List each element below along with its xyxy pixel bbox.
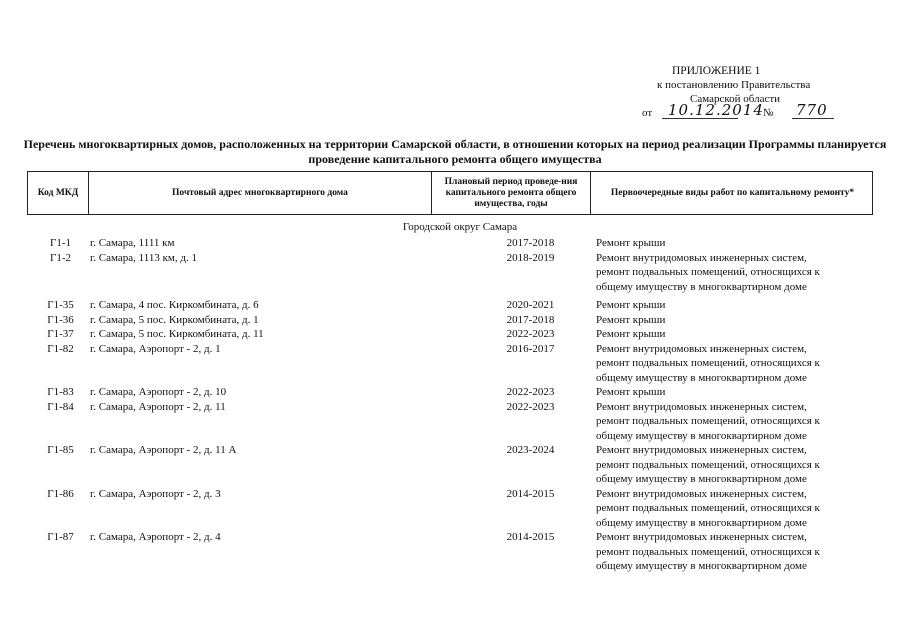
cell-period: 2020-2021 (506, 299, 555, 311)
cell-code: Г1-86 (47, 487, 74, 500)
work-line: Ремонт внутридомовых инженерных систем, (596, 251, 807, 264)
cell-address: г. Самара, Аэропорт - 2, д. 1 (90, 342, 221, 355)
cell-period: 2022-2023 (506, 328, 555, 340)
cell-address: г. Самара, Аэропорт - 2, д. 10 (90, 386, 227, 398)
cell-period: 2014-2015 (506, 531, 555, 543)
table-row (27, 342, 873, 386)
date-underline (662, 118, 738, 119)
cell-code: Г1-84 (47, 400, 74, 413)
work-line: общему имуществу в многоквартирном доме (596, 280, 807, 293)
work-line: ремонт подвальных помещений, относящихся к (596, 357, 820, 369)
work-line: Ремонт крыши (596, 299, 666, 311)
from-label: от (642, 107, 653, 119)
work-line: ремонт подвальных помещений, относящихся к (596, 415, 820, 427)
work-line: общему имуществу в многоквартирном доме (596, 516, 807, 529)
buildings-table (27, 171, 873, 574)
work-line: Ремонт крыши (596, 328, 666, 340)
work-line: общему имуществу в многоквартирном доме (596, 371, 807, 384)
table-row (27, 327, 873, 342)
work-line: Ремонт внутридомовых инженерных систем, (596, 531, 807, 543)
cell-period: 2022-2023 (506, 400, 555, 413)
header-works: Первоочередные виды работ по капитальному ремонту* (610, 187, 855, 198)
table-row (27, 385, 873, 400)
cell-address: г. Самара, Аэропорт - 2, д. 11 А (90, 444, 237, 456)
cell-period: 2016-2017 (506, 342, 555, 355)
work-line: ремонт подвальных помещений, относящихся к (596, 502, 820, 514)
work-line: Ремонт крыши (596, 313, 666, 326)
cell-period: 2023-2024 (506, 444, 555, 456)
cell-work (590, 443, 873, 487)
cell-address: г. Самара, Аэропорт - 2, д. 4 (90, 531, 221, 543)
cell-address: г. Самара, Аэропорт - 2, д. 3 (90, 487, 221, 500)
cell-address: г. Самара, 5 пос. Киркомбината, д. 1 (90, 313, 259, 326)
cell-work (590, 236, 873, 251)
cell-code: Г1-82 (47, 342, 74, 355)
number-label: № (763, 107, 774, 119)
cell-code: Г1-2 (49, 251, 72, 264)
cell-code: Г1-1 (49, 237, 72, 249)
work-line: Ремонт крыши (596, 386, 666, 398)
table-row (27, 530, 873, 574)
work-line: общему имуществу в многоквартирном доме (596, 473, 807, 485)
cell-work (590, 400, 873, 444)
cell-code: Г1-85 (47, 444, 74, 456)
cell-work (590, 385, 873, 400)
cell-code: Г1-36 (47, 313, 74, 326)
table-row (27, 251, 873, 295)
cell-address: г. Самара, 5 пос. Киркомбината, д. 11 (90, 328, 264, 340)
document-title: Перечень многоквартирных домов, расположенных на территории Самарской области, в отношении которых на период реализации Программы планируется проведение капитального ремонта общего имущества (23, 137, 887, 166)
header-period: Плановый период проведе-ния капитального ремонта общего имущества, годы (432, 172, 591, 214)
work-line: общему имуществу в многоквартирном доме (596, 560, 807, 572)
table-row (27, 313, 873, 328)
work-line: Ремонт крыши (596, 237, 666, 249)
cell-work (590, 298, 873, 313)
cell-period: 2022-2023 (506, 386, 555, 398)
appendix-block (640, 64, 880, 124)
table-row (27, 236, 873, 251)
cell-address: г. Самара, 1113 км, д. 1 (90, 251, 197, 264)
appendix-title: ПРИЛОЖЕНИЕ 1 (672, 65, 761, 77)
cell-address: г. Самара, 4 пос. Киркомбината, д. 6 (90, 299, 259, 311)
table-body (27, 236, 873, 574)
cell-work (590, 342, 873, 386)
cell-code: Г1-87 (47, 531, 74, 543)
appendix-date-number-line (640, 101, 880, 124)
handwritten-number: 770 (796, 101, 828, 119)
cell-work (590, 251, 873, 295)
work-line: Ремонт внутридомовых инженерных систем, (596, 400, 807, 413)
appendix-resolution-line: к постановлению Правительства (657, 79, 811, 91)
handwritten-date: 10.12.2014 (668, 101, 764, 119)
cell-address: г. Самара, 1111 км (90, 237, 175, 249)
cell-address: г. Самара, Аэропорт - 2, д. 11 (90, 400, 226, 413)
appendix-region-line: Самарской области (690, 93, 781, 105)
work-line: Ремонт внутридомовых инженерных систем, (596, 487, 807, 500)
cell-code: Г1-83 (47, 386, 74, 398)
work-line: ремонт подвальных помещений, относящихся к (596, 266, 820, 278)
cell-code: Г1-37 (47, 328, 74, 340)
work-line: Ремонт внутридомовых инженерных систем, (596, 342, 807, 355)
table-header (27, 171, 873, 215)
cell-code: Г1-35 (47, 299, 74, 311)
cell-work (590, 530, 873, 574)
cell-period: 2017-2018 (506, 313, 555, 326)
cell-period: 2014-2015 (506, 487, 555, 500)
table-row (27, 400, 873, 444)
cell-work (590, 313, 873, 328)
cell-work (590, 487, 873, 531)
table-row (27, 443, 873, 487)
header-address: Почтовый адрес многоквартирного дома (89, 172, 432, 214)
section-heading: Городской округ Самара (402, 221, 518, 233)
header-code: Код МКД (28, 172, 89, 214)
work-line: общему имуществу в многоквартирном доме (596, 429, 807, 442)
number-underline (792, 118, 834, 119)
table-row (27, 298, 873, 313)
cell-period: 2017-2018 (506, 237, 555, 249)
work-line: ремонт подвальных помещений, относящихся к (596, 545, 820, 558)
work-line: Ремонт внутридомовых инженерных систем, (596, 444, 807, 456)
table-row (27, 487, 873, 531)
work-line: ремонт подвальных помещений, относящихся к (596, 458, 820, 471)
cell-work (590, 327, 873, 342)
cell-period: 2018-2019 (506, 251, 555, 264)
